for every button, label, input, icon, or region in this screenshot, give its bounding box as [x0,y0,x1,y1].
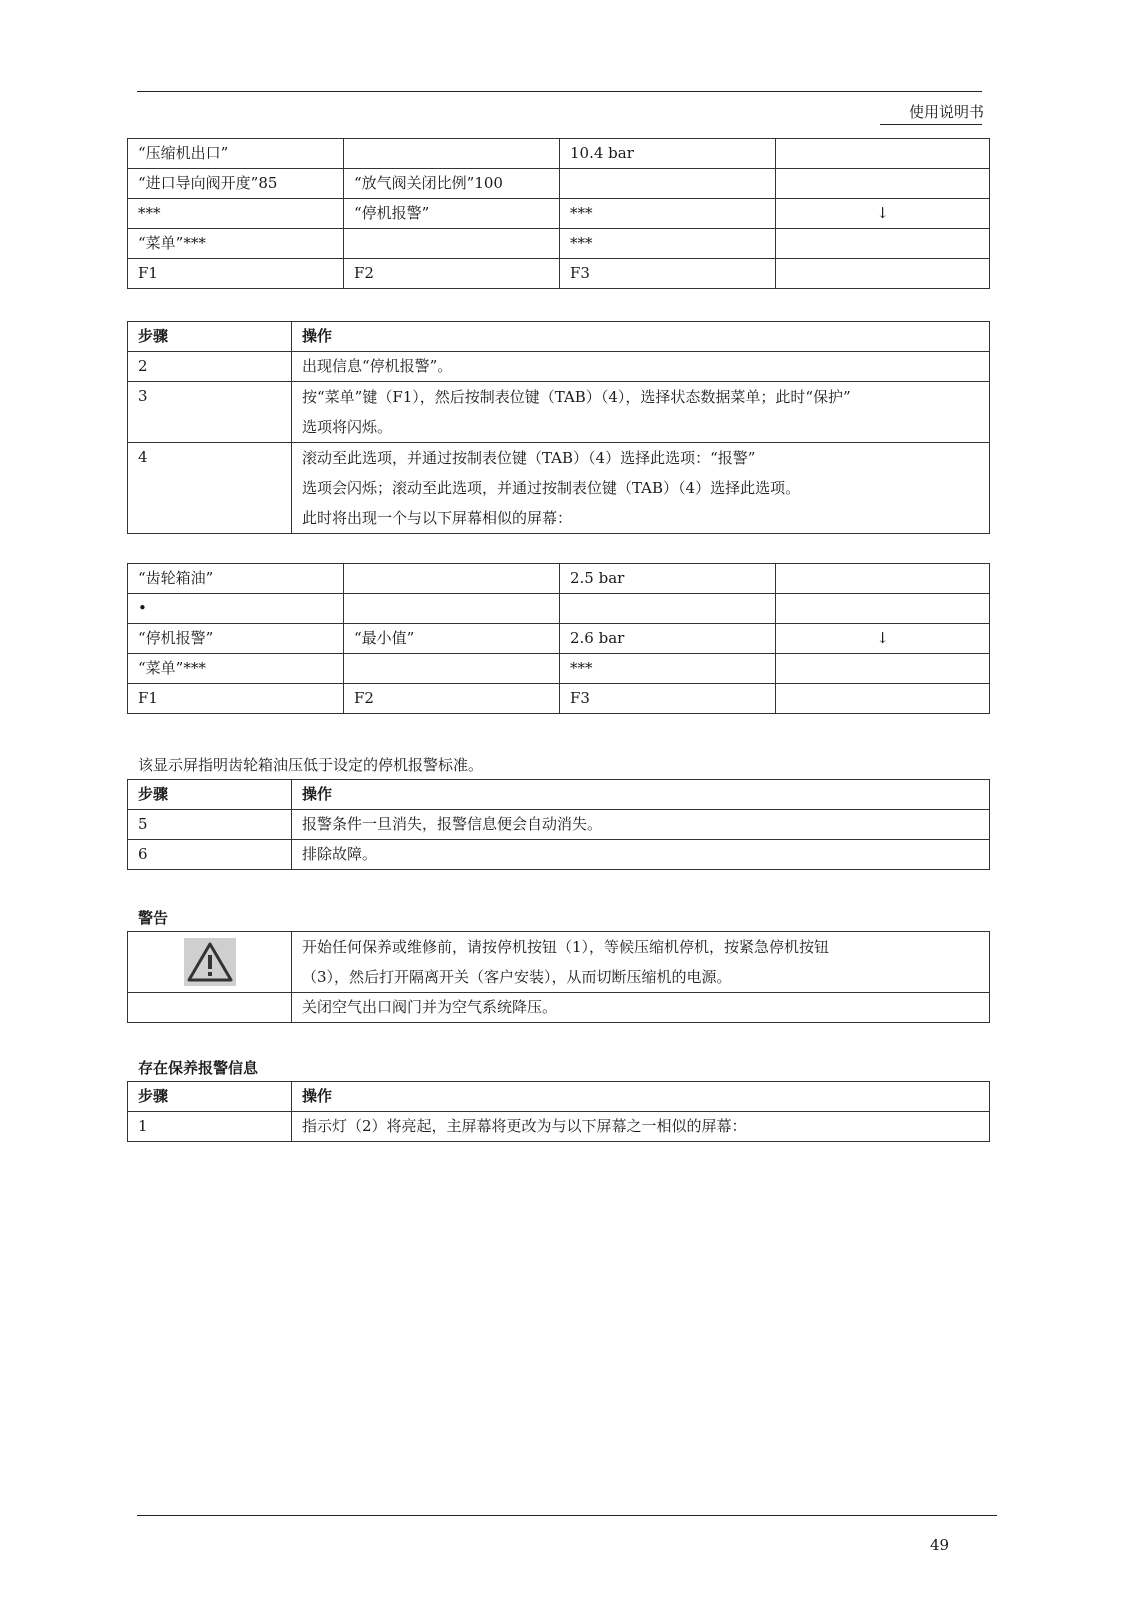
table-cell [776,654,990,684]
step-number: 4 [128,443,292,534]
table-row [128,139,990,169]
step-number: 2 [128,352,292,382]
step-action: 出现信息“停机报警”。 [292,352,990,382]
table-row [128,932,990,993]
table-cell [560,594,776,624]
step-action-line: 选项会闪烁；滚动至此选项，并通过按制表位键（TAB）（4）选择此选项。 [302,479,801,497]
table-cell: F1 [128,684,344,714]
empty-cell [128,993,292,1023]
warning-table [127,931,990,1023]
warning-text [292,932,990,993]
table-cell: *** [560,229,776,259]
step-action [292,443,990,534]
table-cell: “菜单”*** [128,654,344,684]
table-row [128,840,990,870]
table-row [128,564,990,594]
warning-triangle-icon [184,938,236,986]
table-cell [776,169,990,199]
step-number: 5 [128,810,292,840]
table-cell [344,594,560,624]
table-cell: F1 [128,259,344,289]
column-header-step: 步骤 [128,322,292,352]
warning-icon-cell [128,932,292,993]
table-cell [776,684,990,714]
table-row [128,382,990,443]
table-row [128,1112,990,1142]
step-action: 排除故障。 [292,840,990,870]
warning-line: （3），然后打开隔离开关（客户安装），从而切断压缩机的电源。 [302,968,732,986]
table-cell: F2 [344,259,560,289]
screen-display-table-2 [127,563,990,714]
table-cell: F3 [560,259,776,289]
table-cell: “停机报警” [344,199,560,229]
table-cell [344,564,560,594]
table-row [128,259,990,289]
warning-title: 警告 [138,909,169,927]
table-cell: 2.6 bar [560,624,776,654]
table-header-row [128,322,990,352]
footer-rule [137,1515,997,1516]
table-cell: *** [560,199,776,229]
table-cell [776,594,990,624]
step-number: 1 [128,1112,292,1142]
steps-table-1 [127,321,990,534]
table-cell: “菜单”*** [128,229,344,259]
warning-line: 开始任何保养或维修前，请按停机按钮（1），等候压缩机停机，按紧急停机按钮 [302,938,830,956]
table-cell: “齿轮箱油” [128,564,344,594]
column-header-action: 操作 [292,780,990,810]
page-number: 49 [930,1536,950,1554]
note-text: 该显示屏指明齿轮箱油压低于设定的停机报警标准。 [138,756,484,774]
table-cell: F3 [560,684,776,714]
column-header-action: 操作 [292,1082,990,1112]
step-action-line: 按“菜单”键（F1），然后按制表位键（TAB）（4），选择状态数据菜单；此时“保护” [302,388,851,406]
table-cell [344,229,560,259]
warning-text-2: 关闭空气出口阀门并为空气系统降压。 [292,993,990,1023]
table-cell: “最小值” [344,624,560,654]
step-action-line: 滚动至此选项，并通过按制表位键（TAB）（4）选择此选项：“报警” [302,449,756,467]
table-cell: “停机报警” [128,624,344,654]
step-action [292,382,990,443]
table-row [128,229,990,259]
table-cell: *** [560,654,776,684]
table-cell: “放气阀关闭比例”100 [344,169,560,199]
table-cell [776,229,990,259]
bullet-cell: • [128,594,344,624]
step-action: 报警条件一旦消失，报警信息便会自动消失。 [292,810,990,840]
down-arrow-icon: ↓ [776,199,990,229]
table-row [128,654,990,684]
table-row [128,199,990,229]
table-row [128,352,990,382]
table-row [128,624,990,654]
column-header-action: 操作 [292,322,990,352]
screen-display-table-1 [127,138,990,289]
step-action: 指示灯（2）将亮起，主屏幕将更改为与以下屏幕之一相似的屏幕： [292,1112,990,1142]
table-row [128,684,990,714]
maintenance-title: 存在保养报警信息 [138,1059,259,1077]
column-header-step: 步骤 [128,780,292,810]
table-header-row [128,780,990,810]
table-cell [344,139,560,169]
down-arrow-icon: ↓ [776,624,990,654]
step-number: 6 [128,840,292,870]
maintenance-steps-table [127,1081,990,1142]
step-action-line: 此时将出现一个与以下屏幕相似的屏幕： [302,509,573,527]
table-row [128,810,990,840]
table-cell: F2 [344,684,560,714]
table-cell [776,564,990,594]
step-number: 3 [128,382,292,443]
table-cell: 10.4 bar [560,139,776,169]
table-cell [776,259,990,289]
table-row [128,594,990,624]
table-row [128,169,990,199]
header-underline [880,124,982,125]
table-cell [776,139,990,169]
table-cell [344,654,560,684]
header-title: 使用说明书 [908,103,984,121]
table-cell: *** [128,199,344,229]
column-header-step: 步骤 [128,1082,292,1112]
table-header-row [128,1082,990,1112]
table-cell: 2.5 bar [560,564,776,594]
step-action-line: 选项将闪烁。 [302,418,393,436]
header-rule [137,91,982,92]
table-cell: “进口导向阀开度”85 [128,169,344,199]
table-row [128,443,990,534]
table-cell: “压缩机出口” [128,139,344,169]
steps-table-2 [127,779,990,870]
table-row [128,993,990,1023]
table-cell [560,169,776,199]
